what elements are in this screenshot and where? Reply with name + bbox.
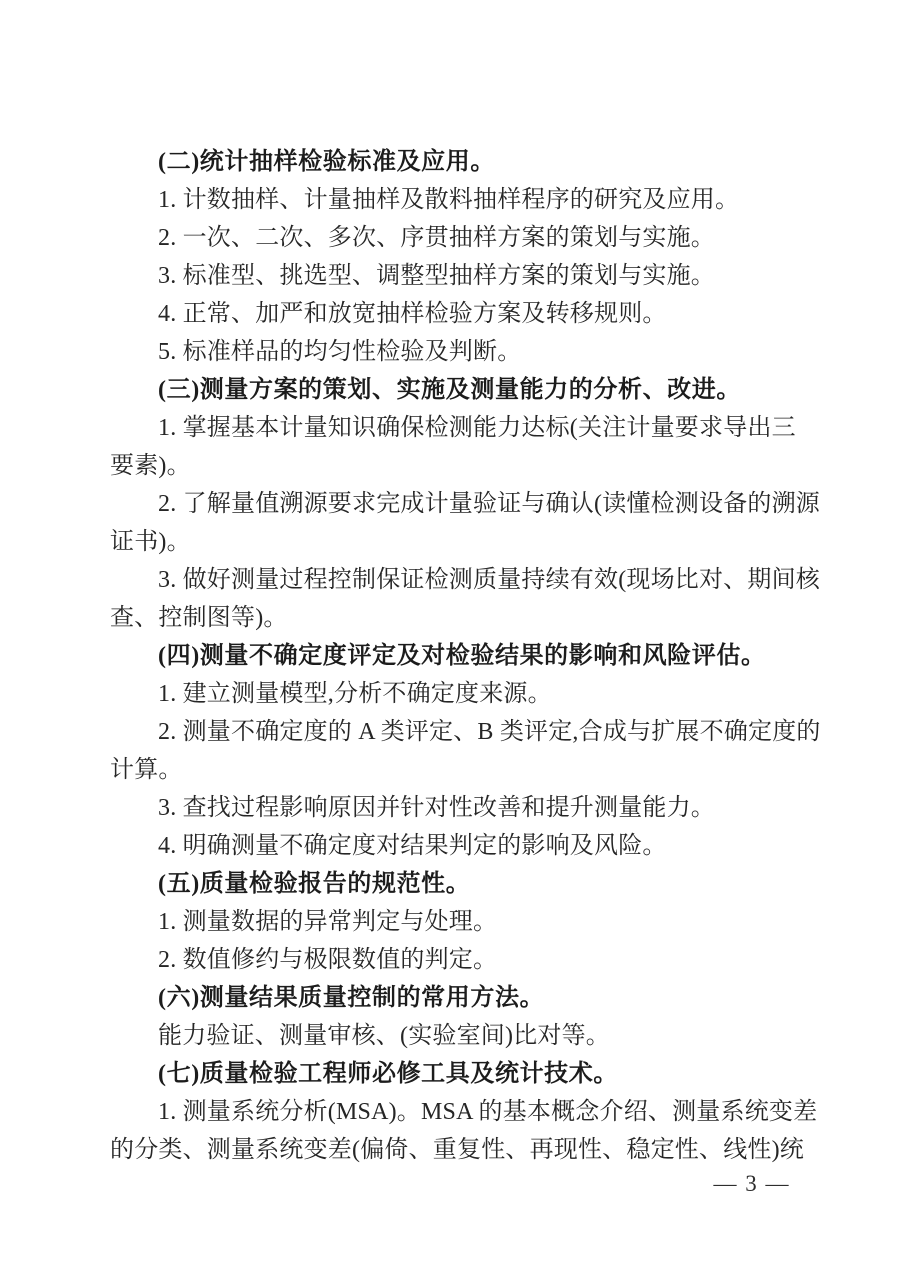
text-line: 查、控制图等)。 (110, 605, 288, 631)
text-line: 要素)。 (110, 453, 191, 479)
section-heading: (二)统计抽样检验标准及应用。 (158, 149, 495, 175)
section-heading: (六)测量结果质量控制的常用方法。 (158, 985, 545, 1011)
text-line: 3. 标准型、挑选型、调整型抽样方案的策划与实施。 (158, 263, 715, 289)
document-content (110, 143, 821, 1169)
section-heading: (三)测量方案的策划、实施及测量能力的分析、改进。 (158, 377, 741, 403)
text-line: 2. 一次、二次、多次、序贯抽样方案的策划与实施。 (158, 225, 715, 251)
text-line: 4. 明确测量不确定度对结果判定的影响及风险。 (158, 833, 667, 859)
text-line: 1. 计数抽样、计量抽样及散料抽样程序的研究及应用。 (158, 187, 740, 213)
text-line: 证书)。 (110, 529, 191, 555)
text-line: 能力验证、测量审核、(实验室间)比对等。 (158, 1023, 610, 1049)
text-line: 5. 标准样品的均匀性检验及判断。 (158, 339, 522, 365)
section-heading: (四)测量不确定度评定及对检验结果的影响和风险评估。 (158, 643, 766, 669)
text-line: 1. 掌握基本计量知识确保检测能力达标(关注计量要求导出三 (158, 415, 796, 441)
text-line: 2. 数值修约与极限数值的判定。 (158, 947, 498, 973)
text-line: 3. 做好测量过程控制保证检测质量持续有效(现场比对、期间核 (158, 567, 820, 593)
text-line: 4. 正常、加严和放宽抽样检验方案及转移规则。 (158, 301, 667, 327)
text-line: 的分类、测量系统变差(偏倚、重复性、再现性、稳定性、线性)统 (110, 1137, 804, 1163)
text-line: 3. 查找过程影响原因并针对性改善和提升测量能力。 (158, 795, 715, 821)
page-number: — 3 — (713, 1171, 790, 1196)
text-line: 1. 测量数据的异常判定与处理。 (158, 909, 498, 935)
text-line: 1. 测量系统分析(MSA)。MSA 的基本概念介绍、测量系统变差 (158, 1099, 818, 1125)
text-line: 1. 建立测量模型,分析不确定度来源。 (158, 681, 552, 707)
text-line: 2. 测量不确定度的 A 类评定、B 类评定,合成与扩展不确定度的 (158, 719, 821, 745)
section-heading: (七)质量检验工程师必修工具及统计技术。 (158, 1061, 618, 1087)
section-heading: (五)质量检验报告的规范性。 (158, 871, 471, 897)
text-line: 2. 了解量值溯源要求完成计量验证与确认(读懂检测设备的溯源 (158, 491, 820, 517)
text-line: 计算。 (110, 757, 183, 783)
